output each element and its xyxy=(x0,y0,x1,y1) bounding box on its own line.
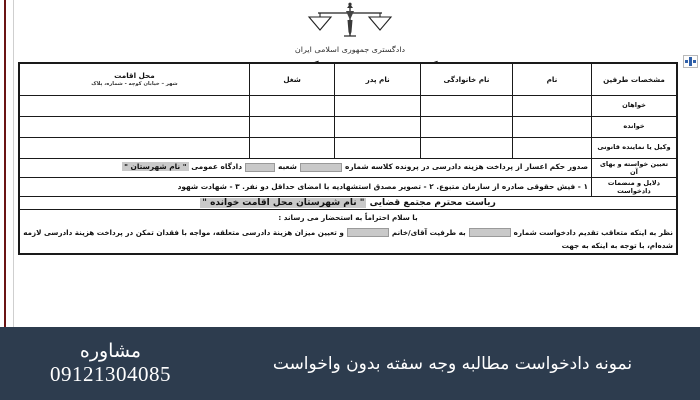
column-header-address: محل اقامت شهر – خیابان کوچه - شماره، پلاک xyxy=(19,63,249,95)
claim-text-a: صدور حکم اعسار از پرداخت هزینه دادرسی در پرونده کلاسه شماره xyxy=(344,162,588,172)
column-header-name: نام xyxy=(513,63,592,95)
row-label-attorney: وکیل یا نماینده قانونی xyxy=(591,137,677,158)
body-paragraph xyxy=(23,226,673,253)
consult-label: مشاوره xyxy=(79,339,142,362)
cell-defendant-family[interactable] xyxy=(420,116,512,137)
body-line-2: دادرسی متعلقه، مواجه با فقدان تمکن در پرداخت هزینة دادرسی لازمه شده‌ام، با توجه به اینکه به جهت xyxy=(23,227,673,251)
cell-evidence-text[interactable]: ۱ - فیش حقوقی صادره از سازمان متبوع. ۲ - تصویر مصدق استشهادیه با امضای حداقل دو نفر. ۳ - شهادت شهود xyxy=(19,177,591,196)
cell-plaintiff-address[interactable] xyxy=(19,95,249,116)
column-header-parties: مشخصات طرفین xyxy=(591,63,677,95)
banner-caption: نمونه دادخواست مطالبه وجه سفته بدون واخواست xyxy=(272,353,633,374)
table-row-evidence xyxy=(19,177,677,196)
table-row xyxy=(19,95,677,116)
scales-of-justice-icon xyxy=(0,2,700,44)
cell-plaintiff-family[interactable] xyxy=(420,95,512,116)
body-line-1a: نظر به اینکه متعاقب تقدیم دادخواست شماره xyxy=(513,227,673,237)
claim-case-number-field[interactable] xyxy=(300,163,342,172)
column-header-address-sub: شهر – خیابان کوچه - شماره، پلاک xyxy=(91,81,178,87)
row-label-plaintiff: خواهان xyxy=(591,95,677,116)
cell-attorney-family[interactable] xyxy=(420,137,512,158)
cell-plaintiff-job[interactable] xyxy=(249,95,335,116)
table-row xyxy=(19,137,677,158)
body-petition-number-field[interactable] xyxy=(469,228,511,237)
table-move-handle-icon[interactable] xyxy=(683,55,698,68)
row-label-defendant: خوانده xyxy=(591,116,677,137)
claim-branch-field[interactable] xyxy=(245,163,275,172)
consult-phone-number[interactable]: 09121304085 xyxy=(50,362,171,387)
petition-body[interactable] xyxy=(19,210,677,254)
cell-defendant-job[interactable] xyxy=(249,116,335,137)
petition-form xyxy=(18,62,678,255)
table-row xyxy=(19,116,677,137)
cell-plaintiff-father[interactable] xyxy=(335,95,421,116)
table-row-addressee xyxy=(19,197,677,210)
cell-plaintiff-name[interactable] xyxy=(513,95,592,116)
claim-city-placeholder: " نام شهرستان " xyxy=(124,162,187,172)
column-header-father-name: نام پدر xyxy=(335,63,421,95)
cell-defendant-father[interactable] xyxy=(335,116,421,137)
organization-name: دادگستری جمهوری اسلامی ایران xyxy=(294,45,406,54)
row-label-claim: تعیین خواسته و بهای آن xyxy=(591,158,677,177)
claim-text-c: دادگاه عمومی xyxy=(191,162,243,172)
cell-attorney-name[interactable] xyxy=(513,137,592,158)
addressee-line xyxy=(19,197,677,210)
addressee-city-placeholder: " نام شهرستان محل اقامت خوانده " xyxy=(202,198,365,209)
row-label-evidence: دلایل و منضمات دادخواست xyxy=(591,177,677,196)
cell-defendant-name[interactable] xyxy=(513,116,592,137)
table-header-row xyxy=(19,63,677,95)
column-header-family-name: نام خانوادگی xyxy=(420,63,512,95)
body-line-1c: و تعیین میزان هزینة xyxy=(272,227,344,237)
bottom-banner xyxy=(0,327,700,400)
cell-attorney-father[interactable] xyxy=(335,137,421,158)
cell-claim-text[interactable] xyxy=(19,158,591,177)
body-salutation: با سلام احتراماً به استحضار می رساند : xyxy=(278,213,418,223)
body-defendant-name-field[interactable] xyxy=(347,228,389,237)
claim-text-b: شعبه xyxy=(278,162,297,172)
cell-attorney-address[interactable] xyxy=(19,137,249,158)
column-header-occupation: شغل xyxy=(249,63,335,95)
banner-contact xyxy=(0,341,215,387)
cell-defendant-address[interactable] xyxy=(19,116,249,137)
table-row-body xyxy=(19,210,677,254)
parties-table xyxy=(18,62,678,255)
addressee-prefix: ریاست محترم مجتمع قضایی xyxy=(369,198,496,209)
table-row-claim xyxy=(19,158,677,177)
cell-attorney-job[interactable] xyxy=(249,137,335,158)
body-line-1b: به طرفیت آقای/خانم xyxy=(391,227,466,237)
